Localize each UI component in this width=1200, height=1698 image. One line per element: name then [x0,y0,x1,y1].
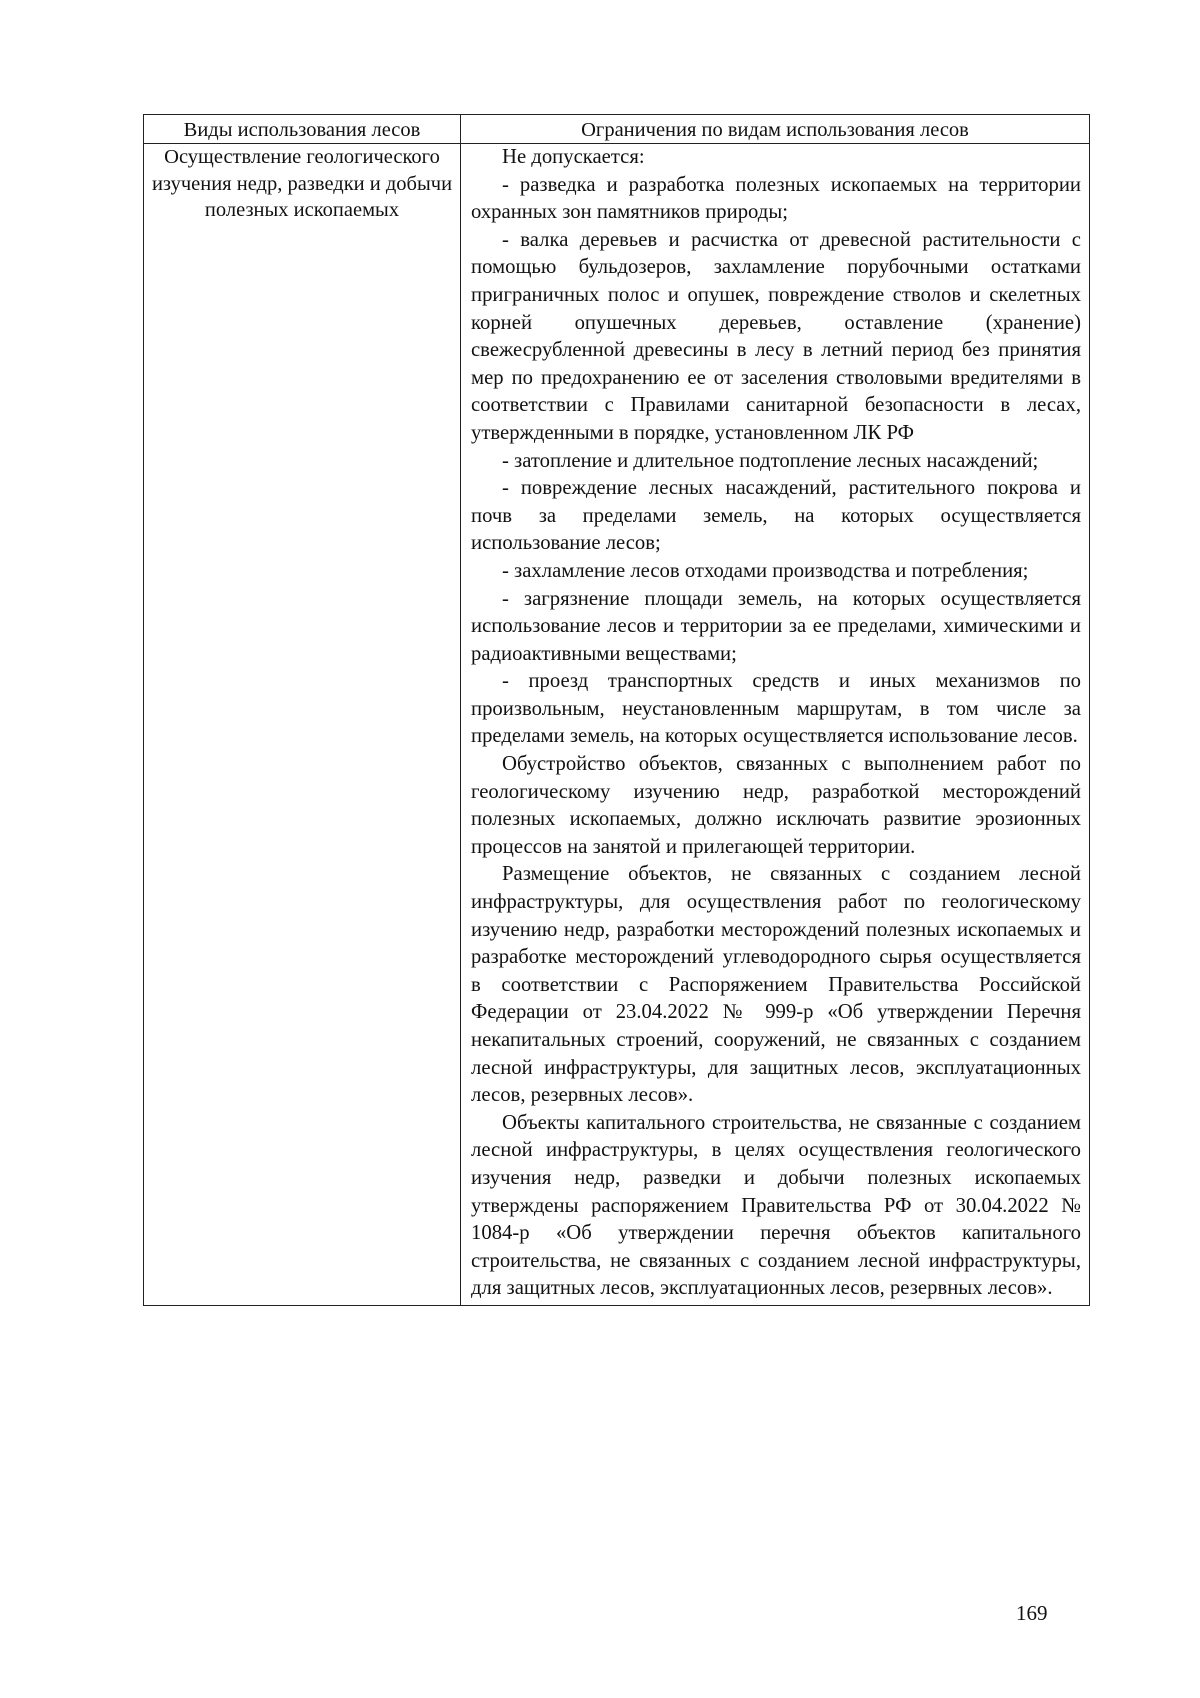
restriction-item: - загрязнение площади земель, на которых осуществляется использование лесов и территории за ее пределами, химическими и радиоактивными веществами; [471,587,1081,665]
restriction-paragraph: Обустройство объектов, связанных с выполнением работ по геологическому изучению недр, разработкой месторождений полезных ископаемых, должно исключать развитие эрозионных процессов на занятой и прилегающей территории. [471,753,1081,858]
table-header-row [144,115,1090,144]
restriction-item: - валка деревьев и расчистка от древесной растительности с помощью бульдозеров, захламление порубочными остатками приграничных полос и опушек, повреждение стволов и скелетных корней опушечных деревьев, оставление (хранение) свежесрубленной древесины в лесу в летний период без принятия мер по предохранению ее от заселения стволовыми вредителями в соответствии с Правилами санитарной безопасности в лесах, утвержденными в порядке, установленном ЛК РФ [471,228,1081,444]
table-row [144,144,1090,1306]
restriction-paragraph: Размещение объектов, не связанных с созданием лесной инфраструктуры, для осуществления работ по геологическому изучению недр, разработки месторождений полезных ископаемых и разработке месторождений углеводородного сырья осуществляется в соответствии с Распоряжением Правительства Российской Федерации от 23.04.2022 № 999-р «Об утверждении Перечня некапитальных строений, сооружений, не связанных с созданием лесной инфраструктуры, для защитных лесов, эксплуатационных лесов, резервных лесов». [471,863,1081,1107]
restriction-paragraph: Объекты капитального строительства, не связанные с созданием лесной инфраструктуры, в целях осуществления геологического изучения недр, разведки и добычи полезных ископаемых утверждены распоряжением Правительства РФ от 30.04.2022 № 1084-р «Об утверждении перечня объектов капитального строительства, не связанных с созданием лесной инфраструктуры, для защитных лесов, эксплуатационных лесов, резервных лесов». [471,1111,1081,1300]
restrictions-lead: Не допускается: [502,146,645,168]
forest-use-restrictions-table [143,114,1090,1306]
restriction-item: - затопление и длительное подтопление лесных насаждений; [502,449,1039,472]
forest-use-kind-cell: Осуществление геологического изучения недр, разведки и добычи полезных ископаемых [144,144,461,1306]
page-number: 169 [1016,1601,1048,1625]
header-restrictions: Ограничения по видам использования лесов [461,115,1090,144]
restriction-item: - проезд транспортных средств и иных механизмов по произвольным, неустановленным маршрутам, в том числе за пределами земель, на которых осуществляется использование лесов. [471,670,1081,748]
restriction-item: - повреждение лесных насаждений, растительного покрова и почв за пределами земель, на которых осуществляется использование лесов; [471,477,1081,555]
header-forest-use-types: Виды использования лесов [144,115,461,144]
restrictions-cell [461,144,1090,1306]
restriction-item: - разведка и разработка полезных ископаемых на территории охранных зон памятников природы; [471,173,1081,224]
restriction-item: - захламление лесов отходами производства и потребления; [502,559,1029,582]
